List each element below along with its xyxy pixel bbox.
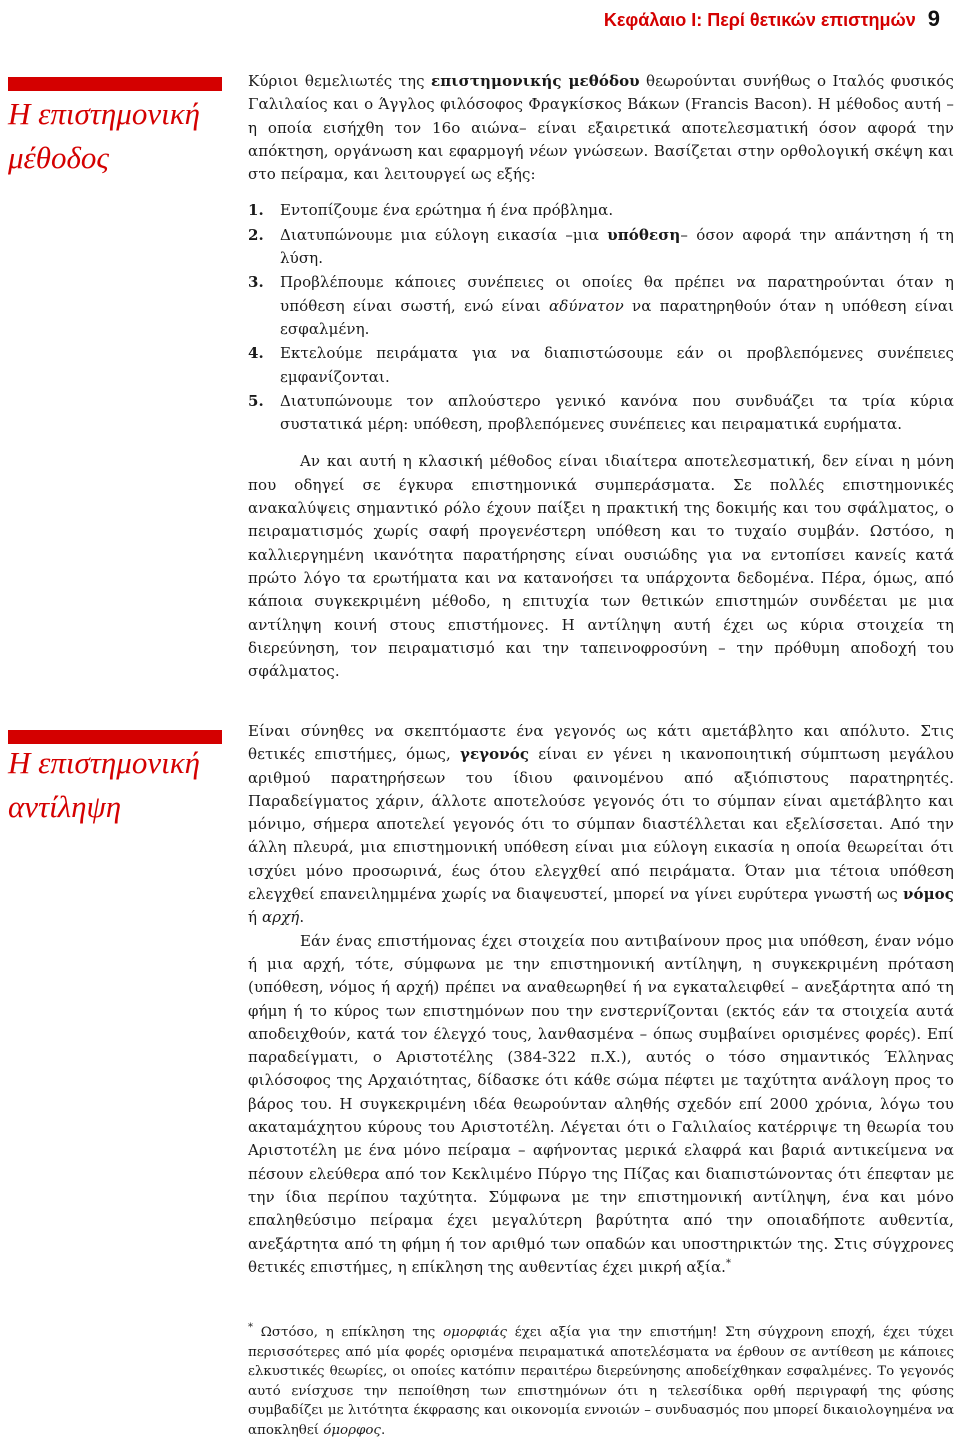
section-title-line: Η επιστημονική [8,96,200,131]
step-text: Εκτελούμε πειράματα για να διαπιστώσουμε εάν οι προβλεπόμενες συνέπειες εμφανίζονται. [280,344,954,386]
step-number: 3. [248,273,264,292]
step-text: – όσον αφορά την απάντηση ή τη λύση. [280,225,955,268]
intro-paragraph [248,70,954,186]
running-head [604,4,940,34]
chapter-title: Κεφάλαιο I: Περί θετικών επιστημών [603,10,916,30]
body-paragraph [248,930,954,1279]
section-title-line: Η επιστημονική [8,745,200,780]
step-text: Διατυπώνουμε μια εύλογη εικασία –μια [280,225,608,244]
step-text: Διατυπώνουμε τον απλούστερο γενικό κανόνα που συνδυάζει τα τρία κύρια συστατικά μέρη: υπόθεση, προβλεπόμενες συνέπειες και πειραματικά ευρήματα. [280,391,954,434]
list-item [248,342,954,389]
text-run: ή [248,908,262,927]
step-number: 4. [248,344,264,363]
term-law: νόμος [902,885,954,904]
step-number: 2. [248,225,264,244]
body-paragraph: Αν και αυτή η κλασική μέθοδος είναι ιδιαίτερα αποτελεσματική, δεν είναι η μόνη που οδηγεί σε έγκυρα επιστημονικά συμπεράσματα. Σε πολλές επιστημονικές ανακαλύψεις σημαντικό ρόλο έχουν παίξει η πρακτική της δοκιμής και του σφάλματος, ο πειραματισμός χωρίς σαφή προγενέστερη υπόθεση και το τυχαίο συμβάν. Ωστόσο, η καλλιεργημένη ικανότητα παρατήρησης είναι ουσιώδης για να εντοπίσει κανείς κατά πρώτο λόγο τα ερωτήματα και να κατανοήσει τα υπάρχοντα δεδομένα. Πέρα, όμως, από κάποια συγκεκριμένη μέθοδο, η επιτυχία των θετικών επιστημών συνδέεται με μια αντίληψη κοινή στους επιστήμονες. Η αντίληψη αυτή έχει ως κύρια στοιχεία τη διερεύνηση, τον πειραματισμό και την ταπεινοφροσύνη – την πρόθυμη αποδοχή του σφάλματος. [248,452,954,681]
text-run: . [380,1422,386,1438]
list-item [248,224,954,271]
term-hypothesis: υπόθεση [607,225,681,244]
term-fact: γεγονός [459,745,530,764]
term-scientific-method: επιστημονικής μεθόδου [431,72,640,90]
step-number: 5. [248,391,264,410]
step-number: 1. [248,201,264,220]
footnote [248,1323,954,1441]
section-rule-method [8,77,222,91]
section-body-method [248,70,954,683]
section-title-line: αντίληψη [8,789,122,824]
section-title-line: μέθοδος [8,140,109,175]
step-text: να παρατηρηθούν όταν η υπόθεση είναι εσφαλμένη. [280,296,954,338]
method-steps-list [248,199,954,436]
text-run: έχει αξία για την επιστήμη! Στη σύγχρονη εποχή, έχει τύχει περισσότερες από μία φορές ορισμένα πειραματικά αποτελέσματα να έρθουν σε αντίθεση με κάποιες ελκυστικές θεωρίες, οι οποίες κατόπιν περαιτέρω διερεύνησης αποδείχθηκαν εσφαλμένες. Το γεγονός αυτό ενίσχυσε την πεποίθηση των επιστημόνων ότι η τελεσίδικα ορθή περιγραφή της φύσης συμβαδίζει με λιτότητα έκφρασης και οικονομία εννοιών – συνδυασμός που μπορεί δικαιολογημένα να αποκληθεί [248,1325,954,1438]
text-run: είναι εν γένει η ικανοποιητική σύμπτωση μεγάλου αριθμού παρατηρήσεων του ίδιου φαινομένου από αξιόπιστους παρατηρητές. Παραδείγματος χάριν, άλλοτε αποτελούσε γεγονός ότι το σύμπαν είναι αμετάβλητο και μόνιμο, σήμερα αποτελεί γεγονός ότι το σύμπαν διαστέλλεται και εξελίσσεται. Από την άλλη πλευρά, μια επιστημονική υπόθεση είναι μια εύλογη εικασία η οποία θεωρείται ότι ισχύει μόνο προσωρινά, έως ότου ελεγχθεί από πειράματα. Όταν μια τέτοια υπόθεση ελεγχθεί επανειλημμένα χωρίς να διαψευστεί, μπορεί να γίνει ευρύτερα γνωστή ως [248,745,954,904]
body-paragraph [248,720,954,930]
section-title-method [8,92,238,180]
emphasis-text: ομορφιάς [443,1325,507,1340]
emphasis-text: αδύνατον [549,296,624,315]
text-run: θεωρούνται συνήθως ο Ιταλός φυσικός Γαλιλαίος και ο Άγγλος φιλόσοφος Φραγκίσκος Βάκων (Francis Bacon). Η μέθοδος αυτή –η οποία εισήχθη τον 16ο αιώνα– είναι εξαιρετικά αποτελεσματική όσον αφορά την απόκτηση, οργάνωση και εφαρμογή νέων γνώσεων. Βασίζεται στην ορθολογική σκέψη και στο πείραμα, και λειτουργεί ως εξής: [248,72,954,184]
footnote-text [248,1323,954,1441]
step-text: Προβλέπουμε κάποιες συνέπειες οι οποίες θα πρέπει να παρατηρούνται όταν η υπόθεση είναι σωστή, ενώ είναι [280,273,954,315]
text-run: . [299,908,305,927]
emphasis-text: όμορφος [323,1422,381,1438]
list-item [248,199,954,222]
step-text: Εντοπίζουμε ένα ερώτημα ή ένα πρόβλημα. [280,201,614,220]
footnote-marker: * [248,1322,253,1333]
text-run: Είναι σύνηθες να σκεπτόμαστε ένα γεγονός ως κάτι αμετάβλητο και απόλυτο. Στις θετικές επιστήμες, όμως, [248,722,954,764]
term-principle: αρχή [261,908,300,927]
page-number: 9 [927,6,940,31]
text-run: Κύριοι θεμελιωτές της [248,72,431,90]
section-body-attitude [248,720,954,1279]
section-title-attitude [8,741,238,829]
footnote-marker[interactable]: * [726,1257,732,1269]
text-run: Ωστόσο, η επίκληση της [253,1325,444,1340]
list-item [248,271,954,341]
list-item [248,390,954,437]
text-run: Εάν ένας επιστήμονας έχει στοιχεία που αντιβαίνουν προς μια υπόθεση, έναν νόμο ή μια αρχή, τότε, σύμφωνα με την επιστημονική αντίληψη, η συγκεκριμένη πρόταση (υπόθεση, νόμος ή αρχή) πρέπει να αναθεωρηθεί ή να εγκαταλειφθεί – ανεξάρτητα από τη φήμη ή το κύρος των επιστημόνων που την ενστερνίζονται (εκτός εάν τα στοιχεία αυτά αποδειχθούν, κατά τον έλεγχό τους, λανθασμένα – όπως συμβαίνει ορισμένες φορές). Επί παραδείγματι, ο Αριστοτέλης (384-322 π.Χ.), αυτός ο τόσο σημαντικός Έλληνας φιλόσοφος της Αρχαιότητας, δίδασκε ότι κάθε σώμα πέφτει με ταχύτητα ανάλογη προς το βάρος του. Η συγκεκριμένη ιδέα θεωρούνταν αληθής σχεδόν επί 2000 χρόνια, λόγω του ακαταμάχητου κύρους του Αριστοτέλη. Λέγεται ότι ο Γαλιλαίος κατέρριψε τη θεωρία του Αριστοτέλη με ένα μόνο πείραμα – αφήνοντας μερικά ελαφρά και βαριά αντικείμενα να πέσουν ελεύθερα από τον Κεκλιμένο Πύργο της Πίζας και διαπιστώνοντας ότι έπεφταν με την ίδια περίπου ταχύτητα. Σύμφωνα με την επιστημονική αντίληψη, ένα και μόνο επαληθεύσιμο πείραμα έχει μεγαλύτερη βαρύτητα από την οποιαδήποτε αυθεντία, ανεξάρτητα από τη φήμη ή τον αριθμό των οπαδών και υποστηρικτών της. Στις σύγχρονες θετικές επιστήμες, η επίκληση της αυθεντίας έχει μικρή αξία. [248,931,954,1276]
